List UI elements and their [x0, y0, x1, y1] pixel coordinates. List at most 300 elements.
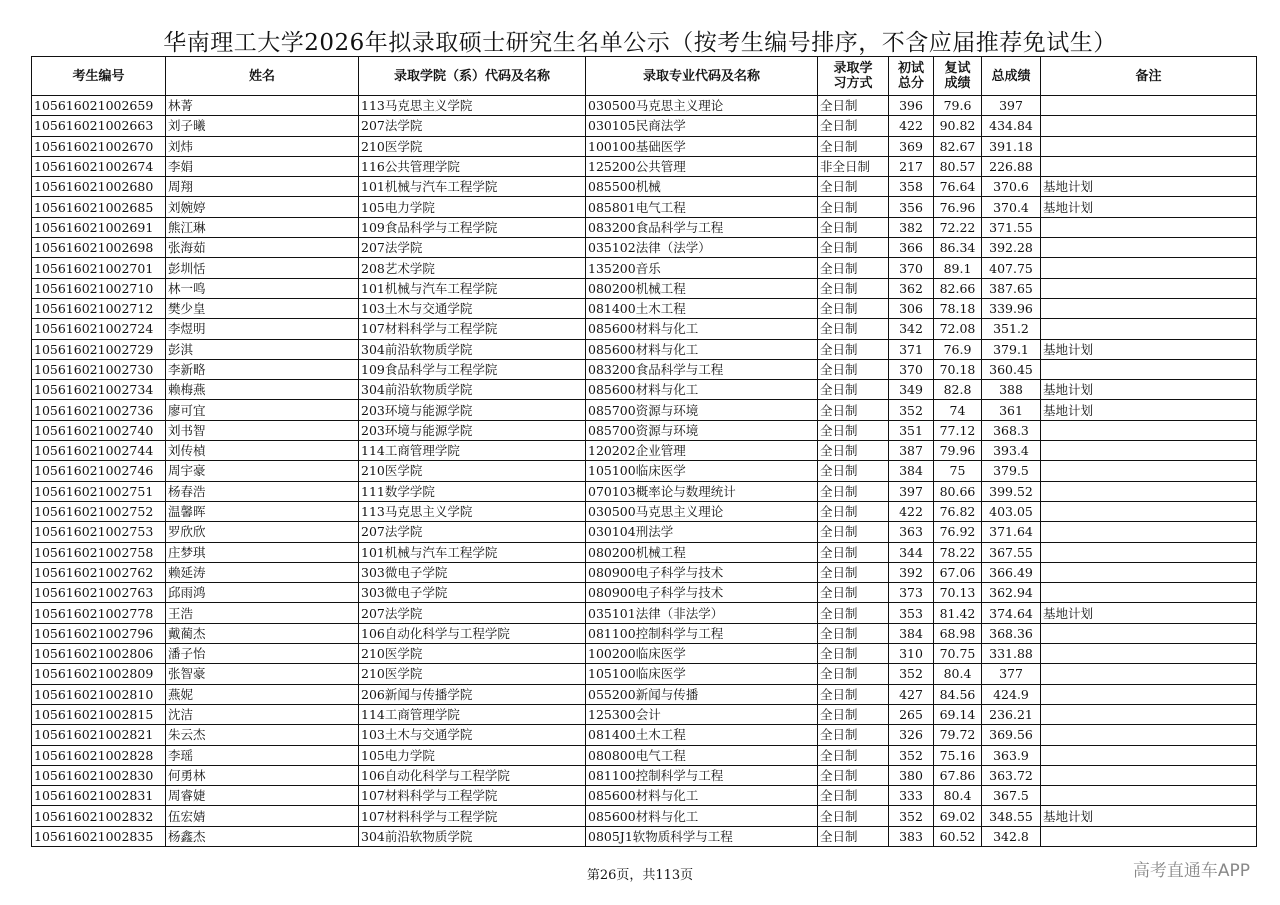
remarks-cell [1041, 359, 1257, 379]
total-score-cell: 368.3 [982, 420, 1041, 440]
total-score-cell: 342.8 [982, 826, 1041, 846]
table-row [32, 786, 1257, 806]
table-body [32, 96, 1257, 847]
college-cell: 116公共管理学院 [359, 156, 586, 176]
major-cell: 0805J1软物质科学与工程 [586, 826, 818, 846]
study-mode-cell: 全日制 [818, 400, 889, 420]
name-cell: 刘书智 [166, 420, 359, 440]
table-row [32, 359, 1257, 379]
retest-score-cell: 68.98 [934, 623, 982, 643]
remarks-cell [1041, 217, 1257, 237]
remarks-cell [1041, 258, 1257, 278]
remarks-cell [1041, 725, 1257, 745]
major-cell: 100200临床医学 [586, 644, 818, 664]
total-score-cell: 362.94 [982, 583, 1041, 603]
study-mode-cell: 非全日制 [818, 156, 889, 176]
major-cell: 081400土木工程 [586, 725, 818, 745]
retest-score-cell: 81.42 [934, 603, 982, 623]
exam-id-cell: 105616021002740 [32, 420, 166, 440]
remarks-cell [1041, 461, 1257, 481]
college-cell: 210医学院 [359, 461, 586, 481]
study-mode-cell: 全日制 [818, 380, 889, 400]
name-cell: 何勇林 [166, 765, 359, 785]
initial-score-cell: 392 [889, 562, 934, 582]
exam-id-cell: 105616021002821 [32, 725, 166, 745]
college-cell: 109食品科学与工程学院 [359, 359, 586, 379]
remarks-cell [1041, 522, 1257, 542]
college-cell: 103土木与交通学院 [359, 725, 586, 745]
exam-id-cell: 105616021002736 [32, 400, 166, 420]
exam-id-cell: 105616021002810 [32, 684, 166, 704]
study-mode-cell: 全日制 [818, 501, 889, 521]
major-cell: 125200公共管理 [586, 156, 818, 176]
remarks-cell: 基地计划 [1041, 603, 1257, 623]
name-cell: 邱雨鸿 [166, 583, 359, 603]
name-cell: 戴蔺杰 [166, 623, 359, 643]
total-score-cell: 370.4 [982, 197, 1041, 217]
total-score-cell: 367.5 [982, 786, 1041, 806]
name-cell: 彭淇 [166, 339, 359, 359]
total-score-cell: 236.21 [982, 704, 1041, 724]
study-mode-cell: 全日制 [818, 461, 889, 481]
table-row [32, 177, 1257, 197]
retest-score-cell: 79.6 [934, 96, 982, 116]
college-cell: 206新闻与传播学院 [359, 684, 586, 704]
initial-score-cell: 352 [889, 806, 934, 826]
table-header-row [32, 57, 1257, 96]
admission-table [31, 56, 1257, 847]
total-score-cell: 371.55 [982, 217, 1041, 237]
name-cell: 杨春浩 [166, 481, 359, 501]
exam-id-cell: 105616021002674 [32, 156, 166, 176]
name-cell: 李新略 [166, 359, 359, 379]
name-cell: 周睿婕 [166, 786, 359, 806]
major-cell: 085600材料与化工 [586, 339, 818, 359]
table-row [32, 603, 1257, 623]
total-score-cell: 363.9 [982, 745, 1041, 765]
study-mode-cell: 全日制 [818, 136, 889, 156]
retest-score-cell: 79.96 [934, 441, 982, 461]
name-cell: 李娟 [166, 156, 359, 176]
major-cell: 085500机械 [586, 177, 818, 197]
exam-id-cell: 105616021002815 [32, 704, 166, 724]
total-score-cell: 387.65 [982, 278, 1041, 298]
remarks-cell [1041, 583, 1257, 603]
initial-score-cell: 363 [889, 522, 934, 542]
study-mode-cell: 全日制 [818, 765, 889, 785]
study-mode-cell: 全日制 [818, 238, 889, 258]
initial-score-cell: 353 [889, 603, 934, 623]
initial-score-cell: 383 [889, 826, 934, 846]
table-row [32, 217, 1257, 237]
initial-score-cell: 422 [889, 501, 934, 521]
major-cell: 080900电子科学与技术 [586, 583, 818, 603]
major-cell: 085700资源与环境 [586, 400, 818, 420]
college-cell: 107材料科学与工程学院 [359, 806, 586, 826]
study-mode-cell: 全日制 [818, 745, 889, 765]
total-score-cell: 392.28 [982, 238, 1041, 258]
major-cell: 081100控制科学与工程 [586, 623, 818, 643]
total-score-cell: 348.55 [982, 806, 1041, 826]
study-mode-cell: 全日制 [818, 623, 889, 643]
study-mode-cell: 全日制 [818, 96, 889, 116]
table-row [32, 339, 1257, 359]
college-cell: 208艺术学院 [359, 258, 586, 278]
remarks-cell [1041, 238, 1257, 258]
retest-score-cell: 86.34 [934, 238, 982, 258]
exam-id-cell: 105616021002680 [32, 177, 166, 197]
initial-score-cell: 333 [889, 786, 934, 806]
study-mode-cell: 全日制 [818, 542, 889, 562]
table-row [32, 461, 1257, 481]
exam-id-cell: 105616021002796 [32, 623, 166, 643]
major-cell: 085600材料与化工 [586, 319, 818, 339]
total-score-cell: 374.64 [982, 603, 1041, 623]
initial-score-cell: 344 [889, 542, 934, 562]
major-cell: 081400土木工程 [586, 298, 818, 318]
major-cell: 135200音乐 [586, 258, 818, 278]
retest-score-cell: 82.66 [934, 278, 982, 298]
initial-score-cell: 217 [889, 156, 934, 176]
retest-score-cell: 80.4 [934, 786, 982, 806]
remarks-cell [1041, 136, 1257, 156]
name-cell: 杨鑫杰 [166, 826, 359, 846]
header-major: 录取专业代码及名称 [586, 57, 818, 96]
study-mode-cell: 全日制 [818, 481, 889, 501]
remarks-cell [1041, 562, 1257, 582]
retest-score-cell: 74 [934, 400, 982, 420]
college-cell: 111数学学院 [359, 481, 586, 501]
exam-id-cell: 105616021002744 [32, 441, 166, 461]
name-cell: 张智豪 [166, 664, 359, 684]
remarks-cell [1041, 156, 1257, 176]
retest-score-cell: 75.16 [934, 745, 982, 765]
table-row [32, 258, 1257, 278]
initial-score-cell: 396 [889, 96, 934, 116]
study-mode-cell: 全日制 [818, 522, 889, 542]
exam-id-cell: 105616021002729 [32, 339, 166, 359]
name-cell: 彭圳恬 [166, 258, 359, 278]
total-score-cell: 403.05 [982, 501, 1041, 521]
table-row [32, 238, 1257, 258]
retest-score-cell: 67.86 [934, 765, 982, 785]
total-score-cell: 339.96 [982, 298, 1041, 318]
retest-score-cell: 69.14 [934, 704, 982, 724]
retest-score-cell: 78.22 [934, 542, 982, 562]
retest-score-cell: 80.57 [934, 156, 982, 176]
total-score-cell: 366.49 [982, 562, 1041, 582]
exam-id-cell: 105616021002831 [32, 786, 166, 806]
initial-score-cell: 380 [889, 765, 934, 785]
college-cell: 210医学院 [359, 644, 586, 664]
name-cell: 林一鸣 [166, 278, 359, 298]
total-score-cell: 379.1 [982, 339, 1041, 359]
name-cell: 林菁 [166, 96, 359, 116]
initial-score-cell: 384 [889, 461, 934, 481]
college-cell: 203环境与能源学院 [359, 420, 586, 440]
major-cell: 030500马克思主义理论 [586, 96, 818, 116]
college-cell: 105电力学院 [359, 197, 586, 217]
name-cell: 朱云杰 [166, 725, 359, 745]
total-score-cell: 363.72 [982, 765, 1041, 785]
initial-score-cell: 351 [889, 420, 934, 440]
initial-score-cell: 369 [889, 136, 934, 156]
exam-id-cell: 105616021002751 [32, 481, 166, 501]
total-score-cell: 434.84 [982, 116, 1041, 136]
remarks-cell [1041, 644, 1257, 664]
table-row [32, 96, 1257, 116]
exam-id-cell: 105616021002685 [32, 197, 166, 217]
exam-id-cell: 105616021002663 [32, 116, 166, 136]
table-row [32, 542, 1257, 562]
college-cell: 106自动化科学与工程学院 [359, 765, 586, 785]
table-row [32, 441, 1257, 461]
table-row [32, 481, 1257, 501]
retest-score-cell: 70.75 [934, 644, 982, 664]
study-mode-cell: 全日制 [818, 562, 889, 582]
remarks-cell [1041, 441, 1257, 461]
table-row [32, 319, 1257, 339]
exam-id-cell: 105616021002758 [32, 542, 166, 562]
table-row [32, 380, 1257, 400]
remarks-cell [1041, 116, 1257, 136]
table-row [32, 623, 1257, 643]
remarks-cell [1041, 623, 1257, 643]
initial-score-cell: 352 [889, 664, 934, 684]
major-cell: 081100控制科学与工程 [586, 765, 818, 785]
table-row [32, 501, 1257, 521]
initial-score-cell: 349 [889, 380, 934, 400]
major-cell: 105100临床医学 [586, 461, 818, 481]
college-cell: 101机械与汽车工程学院 [359, 542, 586, 562]
exam-id-cell: 105616021002712 [32, 298, 166, 318]
remarks-cell: 基地计划 [1041, 339, 1257, 359]
initial-score-cell: 370 [889, 359, 934, 379]
table-row [32, 745, 1257, 765]
total-score-cell: 393.4 [982, 441, 1041, 461]
total-score-cell: 331.88 [982, 644, 1041, 664]
remarks-cell [1041, 319, 1257, 339]
total-score-cell: 388 [982, 380, 1041, 400]
name-cell: 张海茹 [166, 238, 359, 258]
header-name: 姓名 [166, 57, 359, 96]
header-study-mode: 录取学 习方式 [818, 57, 889, 96]
retest-score-cell: 78.18 [934, 298, 982, 318]
remarks-cell [1041, 664, 1257, 684]
name-cell: 周翔 [166, 177, 359, 197]
major-cell: 080900电子科学与技术 [586, 562, 818, 582]
total-score-cell: 368.36 [982, 623, 1041, 643]
retest-score-cell: 84.56 [934, 684, 982, 704]
study-mode-cell: 全日制 [818, 197, 889, 217]
name-cell: 廖可宜 [166, 400, 359, 420]
name-cell: 樊少皇 [166, 298, 359, 318]
total-score-cell: 369.56 [982, 725, 1041, 745]
exam-id-cell: 105616021002701 [32, 258, 166, 278]
table-row [32, 116, 1257, 136]
initial-score-cell: 427 [889, 684, 934, 704]
major-cell: 083200食品科学与工程 [586, 359, 818, 379]
study-mode-cell: 全日制 [818, 359, 889, 379]
total-score-cell: 397 [982, 96, 1041, 116]
table-row [32, 522, 1257, 542]
remarks-cell [1041, 278, 1257, 298]
retest-score-cell: 89.1 [934, 258, 982, 278]
study-mode-cell: 全日制 [818, 725, 889, 745]
study-mode-cell: 全日制 [818, 116, 889, 136]
college-cell: 207法学院 [359, 603, 586, 623]
initial-score-cell: 387 [889, 441, 934, 461]
study-mode-cell: 全日制 [818, 806, 889, 826]
table-row [32, 704, 1257, 724]
remarks-cell [1041, 96, 1257, 116]
initial-score-cell: 326 [889, 725, 934, 745]
major-cell: 085700资源与环境 [586, 420, 818, 440]
remarks-cell [1041, 684, 1257, 704]
exam-id-cell: 105616021002830 [32, 765, 166, 785]
table-row [32, 420, 1257, 440]
initial-score-cell: 397 [889, 481, 934, 501]
initial-score-cell: 352 [889, 745, 934, 765]
exam-id-cell: 105616021002752 [32, 501, 166, 521]
initial-score-cell: 373 [889, 583, 934, 603]
name-cell: 赖梅燕 [166, 380, 359, 400]
college-cell: 101机械与汽车工程学院 [359, 177, 586, 197]
total-score-cell: 351.2 [982, 319, 1041, 339]
retest-score-cell: 76.64 [934, 177, 982, 197]
retest-score-cell: 76.96 [934, 197, 982, 217]
major-cell: 070103概率论与数理统计 [586, 481, 818, 501]
header-exam-id: 考生编号 [32, 57, 166, 96]
exam-id-cell: 105616021002753 [32, 522, 166, 542]
exam-id-cell: 105616021002710 [32, 278, 166, 298]
major-cell: 055200新闻与传播 [586, 684, 818, 704]
initial-score-cell: 310 [889, 644, 934, 664]
table-row [32, 725, 1257, 745]
study-mode-cell: 全日制 [818, 298, 889, 318]
retest-score-cell: 76.82 [934, 501, 982, 521]
initial-score-cell: 265 [889, 704, 934, 724]
page-number: 第26页，共113页 [586, 868, 694, 883]
college-cell: 113马克思主义学院 [359, 501, 586, 521]
exam-id-cell: 105616021002828 [32, 745, 166, 765]
initial-score-cell: 362 [889, 278, 934, 298]
retest-score-cell: 67.06 [934, 562, 982, 582]
retest-score-cell: 79.72 [934, 725, 982, 745]
exam-id-cell: 105616021002724 [32, 319, 166, 339]
total-score-cell: 361 [982, 400, 1041, 420]
retest-score-cell: 70.18 [934, 359, 982, 379]
header-retest-score: 复试 成绩 [934, 57, 982, 96]
study-mode-cell: 全日制 [818, 420, 889, 440]
name-cell: 温馨晖 [166, 501, 359, 521]
retest-score-cell: 60.52 [934, 826, 982, 846]
exam-id-cell: 105616021002835 [32, 826, 166, 846]
name-cell: 王浩 [166, 603, 359, 623]
remarks-cell [1041, 704, 1257, 724]
name-cell: 刘传楨 [166, 441, 359, 461]
table-row [32, 826, 1257, 846]
college-cell: 114工商管理学院 [359, 441, 586, 461]
header-initial-score: 初试 总分 [889, 57, 934, 96]
major-cell: 085801电气工程 [586, 197, 818, 217]
college-cell: 109食品科学与工程学院 [359, 217, 586, 237]
retest-score-cell: 80.66 [934, 481, 982, 501]
name-cell: 罗欣欣 [166, 522, 359, 542]
retest-score-cell: 77.12 [934, 420, 982, 440]
initial-score-cell: 382 [889, 217, 934, 237]
remarks-cell [1041, 298, 1257, 318]
table-row [32, 400, 1257, 420]
exam-id-cell: 105616021002778 [32, 603, 166, 623]
table-row [32, 583, 1257, 603]
header-remarks: 备注 [1041, 57, 1257, 96]
major-cell: 085600材料与化工 [586, 786, 818, 806]
study-mode-cell: 全日制 [818, 339, 889, 359]
name-cell: 燕妮 [166, 684, 359, 704]
name-cell: 刘炜 [166, 136, 359, 156]
name-cell: 伍宏婧 [166, 806, 359, 826]
retest-score-cell: 80.4 [934, 664, 982, 684]
major-cell: 030500马克思主义理论 [586, 501, 818, 521]
college-cell: 303微电子学院 [359, 583, 586, 603]
remarks-cell [1041, 481, 1257, 501]
name-cell: 赖延涛 [166, 562, 359, 582]
major-cell: 100100基础医学 [586, 136, 818, 156]
college-cell: 210医学院 [359, 664, 586, 684]
exam-id-cell: 105616021002746 [32, 461, 166, 481]
retest-score-cell: 82.67 [934, 136, 982, 156]
initial-score-cell: 384 [889, 623, 934, 643]
exam-id-cell: 105616021002734 [32, 380, 166, 400]
initial-score-cell: 306 [889, 298, 934, 318]
retest-score-cell: 90.82 [934, 116, 982, 136]
name-cell: 沈洁 [166, 704, 359, 724]
name-cell: 庄梦琪 [166, 542, 359, 562]
major-cell: 085600材料与化工 [586, 380, 818, 400]
major-cell: 035101法律（非法学） [586, 603, 818, 623]
study-mode-cell: 全日制 [818, 603, 889, 623]
retest-score-cell: 82.8 [934, 380, 982, 400]
name-cell: 熊江琳 [166, 217, 359, 237]
remarks-cell: 基地计划 [1041, 806, 1257, 826]
retest-score-cell: 76.92 [934, 522, 982, 542]
major-cell: 125300会计 [586, 704, 818, 724]
college-cell: 304前沿软物质学院 [359, 826, 586, 846]
table-row [32, 136, 1257, 156]
remarks-cell: 基地计划 [1041, 380, 1257, 400]
retest-score-cell: 69.02 [934, 806, 982, 826]
major-cell: 085600材料与化工 [586, 806, 818, 826]
college-cell: 203环境与能源学院 [359, 400, 586, 420]
table-row [32, 644, 1257, 664]
total-score-cell: 407.75 [982, 258, 1041, 278]
exam-id-cell: 105616021002670 [32, 136, 166, 156]
total-score-cell: 226.88 [982, 156, 1041, 176]
college-cell: 207法学院 [359, 238, 586, 258]
college-cell: 106自动化科学与工程学院 [359, 623, 586, 643]
name-cell: 刘婉婷 [166, 197, 359, 217]
header-total-score: 总成绩 [982, 57, 1041, 96]
remarks-cell [1041, 420, 1257, 440]
total-score-cell: 367.55 [982, 542, 1041, 562]
initial-score-cell: 358 [889, 177, 934, 197]
page-title: 华南理工大学2026年拟录取硕士研究生名单公示（按考生编号排序，不含应届推荐免试生） [163, 30, 1117, 56]
college-cell: 114工商管理学院 [359, 704, 586, 724]
retest-score-cell: 70.13 [934, 583, 982, 603]
remarks-cell [1041, 826, 1257, 846]
college-cell: 101机械与汽车工程学院 [359, 278, 586, 298]
